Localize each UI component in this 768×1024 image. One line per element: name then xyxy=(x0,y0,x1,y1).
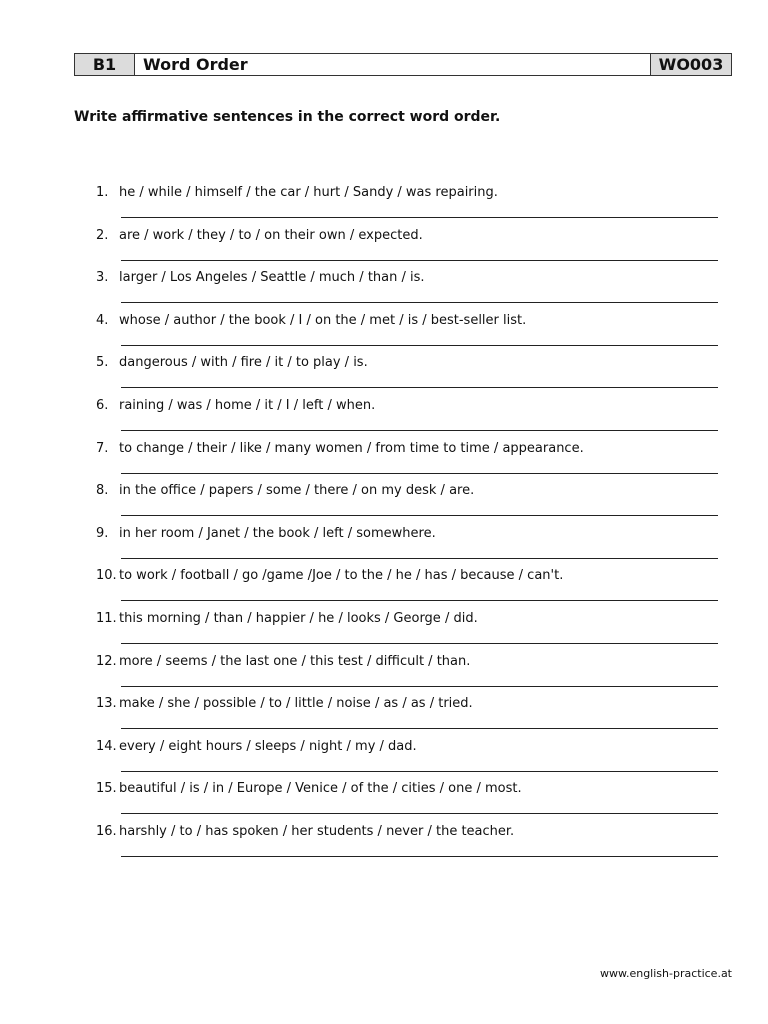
item-prompt: he / while / himself / the car / hurt / Sandy / was repairing. xyxy=(119,185,498,200)
answer-line[interactable] xyxy=(121,558,718,559)
answer-line[interactable] xyxy=(121,728,718,729)
item-prompt: raining / was / home / it / I / left / when. xyxy=(119,397,376,413)
item-number: 16. xyxy=(96,823,117,839)
item-prompt: in the office / papers / some / there / on my desk / are. xyxy=(119,483,475,499)
exercise-item xyxy=(96,524,720,567)
item-number: 4. xyxy=(96,312,109,328)
item-number: 12. xyxy=(96,653,117,669)
exercise-item xyxy=(96,652,720,695)
answer-line[interactable] xyxy=(121,345,718,346)
item-prompt: more / seems / the last one / this test / difficult / than. xyxy=(119,653,471,669)
instructions: Write affirmative sentences in the correct word order. xyxy=(74,109,501,125)
item-prompt: this morning / than / happier / he / looks / George / did. xyxy=(119,610,478,626)
exercise-list xyxy=(96,183,720,865)
exercise-item xyxy=(96,353,720,396)
item-prompt: dangerous / with / fire / it / to play / is. xyxy=(119,355,368,371)
exercise-item xyxy=(96,311,720,354)
answer-line[interactable] xyxy=(121,302,718,303)
item-number: 10. xyxy=(96,568,117,584)
item-prompt: to change / their / like / many women / from time to time / appearance. xyxy=(119,440,584,456)
item-prompt: are / work / they / to / on their own / expected. xyxy=(119,227,423,243)
item-number: 2. xyxy=(96,227,109,243)
exercise-item xyxy=(96,481,720,524)
item-prompt: to work / football / go /game /Joe / to the / he / has / because / can't. xyxy=(119,568,564,584)
item-number: 5. xyxy=(96,355,109,371)
exercise-item xyxy=(96,737,720,780)
answer-line[interactable] xyxy=(121,515,718,516)
item-number: 9. xyxy=(96,525,109,541)
item-number: 15. xyxy=(96,781,117,797)
exercise-item xyxy=(96,226,720,269)
worksheet-header xyxy=(74,53,732,76)
item-number: 14. xyxy=(96,738,117,754)
answer-line[interactable] xyxy=(121,856,718,857)
exercise-item xyxy=(96,609,720,652)
answer-line[interactable] xyxy=(121,643,718,644)
item-prompt: whose / author / the book / I / on the / met / is / best-seller list. xyxy=(119,312,527,328)
answer-line[interactable] xyxy=(121,813,718,814)
item-number: 1. xyxy=(96,185,109,200)
answer-line[interactable] xyxy=(121,771,718,772)
answer-line[interactable] xyxy=(121,387,718,388)
answer-line[interactable] xyxy=(121,260,718,261)
item-prompt: in her room / Janet / the book / left / somewhere. xyxy=(119,525,436,541)
answer-line[interactable] xyxy=(121,430,718,431)
worksheet-code: WO003 xyxy=(651,54,731,75)
worksheet-title: Word Order xyxy=(135,54,651,75)
exercise-item xyxy=(96,439,720,482)
exercise-item xyxy=(96,396,720,439)
exercise-item xyxy=(96,566,720,609)
exercise-item xyxy=(96,268,720,311)
item-number: 7. xyxy=(96,440,109,456)
item-number: 6. xyxy=(96,397,109,413)
item-prompt: beautiful / is / in / Europe / Venice / of the / cities / one / most. xyxy=(119,781,522,797)
exercise-item xyxy=(96,183,720,226)
level-label: B1 xyxy=(75,54,135,75)
exercise-item xyxy=(96,822,720,865)
item-prompt: every / eight hours / sleeps / night / my / dad. xyxy=(119,738,417,754)
answer-line[interactable] xyxy=(121,473,718,474)
item-prompt: make / she / possible / to / little / noise / as / as / tried. xyxy=(119,696,473,712)
answer-line[interactable] xyxy=(121,600,718,601)
answer-line[interactable] xyxy=(121,217,718,218)
exercise-item xyxy=(96,694,720,737)
item-number: 8. xyxy=(96,483,109,499)
item-number: 11. xyxy=(96,610,117,626)
item-prompt: larger / Los Angeles / Seattle / much / than / is. xyxy=(119,270,425,286)
answer-line[interactable] xyxy=(121,686,718,687)
item-prompt: harshly / to / has spoken / her students / never / the teacher. xyxy=(119,823,515,839)
item-number: 13. xyxy=(96,696,117,712)
item-number: 3. xyxy=(96,270,109,286)
exercise-item xyxy=(96,779,720,822)
footer-url: www.english-practice.at xyxy=(599,967,732,980)
